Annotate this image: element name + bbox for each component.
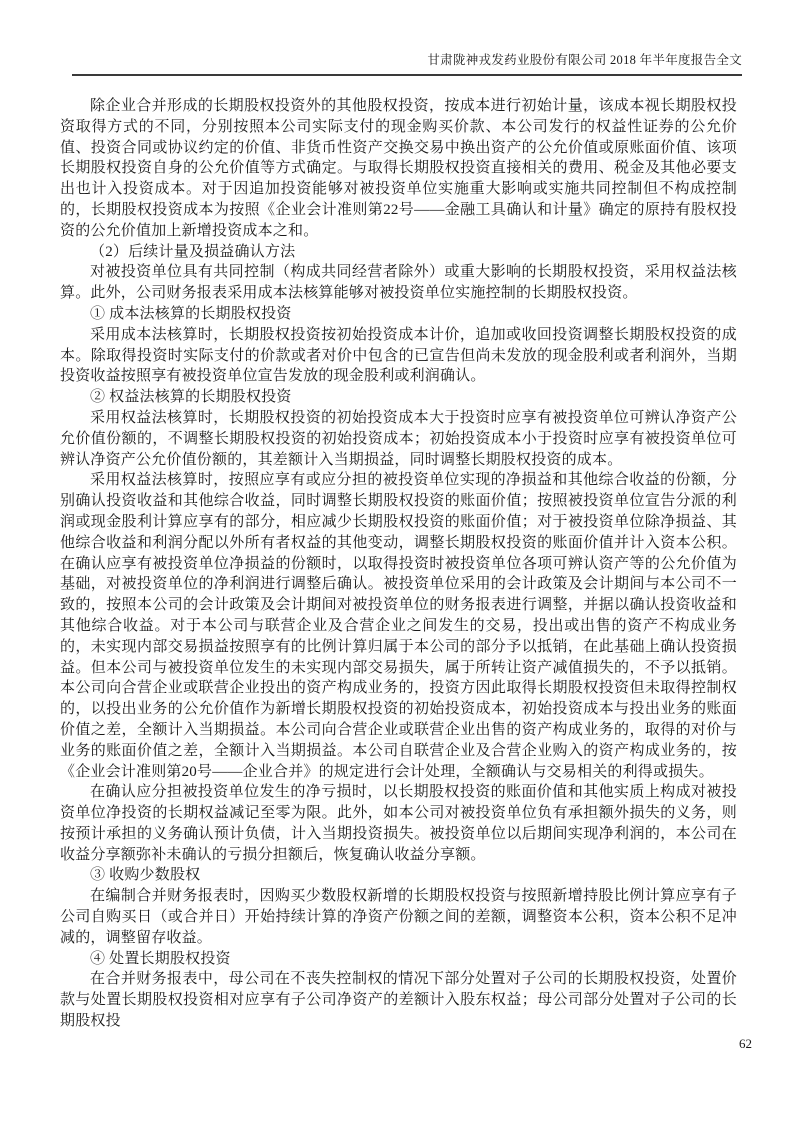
body-paragraph: 采用权益法核算时，按照应享有或应分担的被投资单位实现的净损益和其他综合收益的份额，分别确认投资收益和其他综合收益，同时调整长期股权投资的账面价值；按照被投资单位宣告分派的利润或现金股利计算应享有的部分，相应减少长期股权投资的账面价值；对于被投资单位除净损益、其他综合收益和利润分配以外所有者权益的其他变动，调整长期股权投资的账面价值并计入资本公积。在确认应享有被投资单位净损益的份额时，以取得投资时被投资单位各项可辨认资产等的公允价值为基础，对被投资单位的净利润进行调整后确认。被投资单位采用的会计政策及会计期间与本公司不一致的，按照本公司的会计政策及会计期间对被投资单位的财务报表进行调整，并据以确认投资收益和其他综合收益。对于本公司与联营企业及合营企业之间发生的交易，投出或出售的资产不构成业务的，未实现内部交易损益按照享有的比例计算归属于本公司的部分予以抵销，在此基础上确认投资损益。但本公司与被投资单位发生的未实现内部交易损失，属于所转让资产减值损失的，不予以抵销。本公司向合营企业或联营企业投出的资产构成业务的，投资方因此取得长期股权投资但未取得控制权的，以投出业务的公允价值作为新增长期股权投资的初始投资成本，初始投资成本与投出业务的账面价值之差，全额计入当期损益。本公司向合营企业或联营企业出售的资产构成业务的，取得的对价与业务的账面价值之差，全额计入当期损益。本公司自联营企业及合营企业购入的资产构成业务的，按《企业会计准则第20号——企业合并》的规定进行会计处理，全额确认与交易相关的利得或损失。 (60, 472, 737, 780)
section-heading: ④ 处置长期股权投资 (90, 950, 231, 967)
body-paragraph: 在编制合并财务报表时，因购买少数股权新增的长期股权投资与按照新增持股比例计算应享有子公司自购买日（或合并日）开始持续计算的净资产份额之间的差额，调整资本公积，资本公积不足冲减的，调整留存收益。 (60, 888, 737, 946)
body-paragraph: 在合并财务报表中，母公司在不丧失控制权的情况下部分处置对子公司的长期股权投资，处置价款与处置长期股权投资相对应享有子公司净资产的差额计入股东权益；母公司部分处置对子公司的长期股权投 (60, 971, 737, 1030)
document-body (60, 96, 737, 1032)
body-paragraph: 对被投资单位具有共同控制（构成共同经营者除外）或重大影响的长期股权投资，采用权益法核算。此外，公司财务报表采用成本法核算能够对被投资单位实施控制的长期股权投资。 (60, 264, 737, 302)
section-heading: ② 权益法核算的长期股权投资 (90, 389, 292, 406)
section-heading: ③ 收购少数股权 (90, 867, 201, 884)
body-paragraph: 采用成本法核算时，长期股权投资按初始投资成本计价，追加或收回投资调整长期股权投资的成本。除取得投资时实际支付的价款或者对价中包含的已宣告但尚未发放的现金股利或者利润外，当期投资收益按照享有被投资单位宣告发放的现金股利或利润确认。 (60, 326, 737, 385)
page-footer (0, 1036, 752, 1052)
section-heading: （2）后续计量及损益确认方法 (90, 243, 296, 260)
page-header (72, 52, 742, 76)
body-paragraph: 除企业合并形成的长期股权投资外的其他股权投资，按成本进行初始计量，该成本视长期股权投资取得方式的不同，分别按照本公司实际支付的现金购买价款、本公司发行的权益性证券的公允价值、投资合同或协议约定的价值、非货币性资产交换交易中换出资产的公允价值或原账面价值、该项长期股权投资自身的公允价值等方式确定。与取得长期股权投资直接相关的费用、税金及其他必要支出也计入投资成本。对于因追加投资能够对被投资单位实施重大影响或实施共同控制但不构成控制的，长期股权投资成本为按照《企业会计准则第22号——金融工具确认和计量》确定的原持有股权投资的公允价值加上新增投资成本之和。 (60, 98, 737, 239)
page-number: 62 (739, 1036, 752, 1051)
body-paragraph: 采用权益法核算时，长期股权投资的初始投资成本大于投资时应享有被投资单位可辨认净资产公允价值份额的，不调整长期股权投资的初始投资成本；初始投资成本小于投资时应享有被投资单位可辨认净资产公允价值份额的，其差额计入当期损益，同时调整长期股权投资的成本。 (60, 409, 737, 468)
header-title: 甘肃陇神戎发药业股份有限公司 2018 年半年度报告全文 (427, 53, 742, 67)
body-paragraph: 在确认应分担被投资单位发生的净亏损时，以长期股权投资的账面价值和其他实质上构成对被投资单位净投资的长期权益减记至零为限。此外，如本公司对被投资单位负有承担额外损失的义务，则按预计承担的义务确认预计负债，计入当期投资损失。被投资单位以后期间实现净利润的，本公司在收益分享额弥补未确认的亏损分担额后，恢复确认收益分享额。 (60, 784, 737, 863)
section-heading: ① 成本法核算的长期股权投资 (90, 305, 292, 322)
